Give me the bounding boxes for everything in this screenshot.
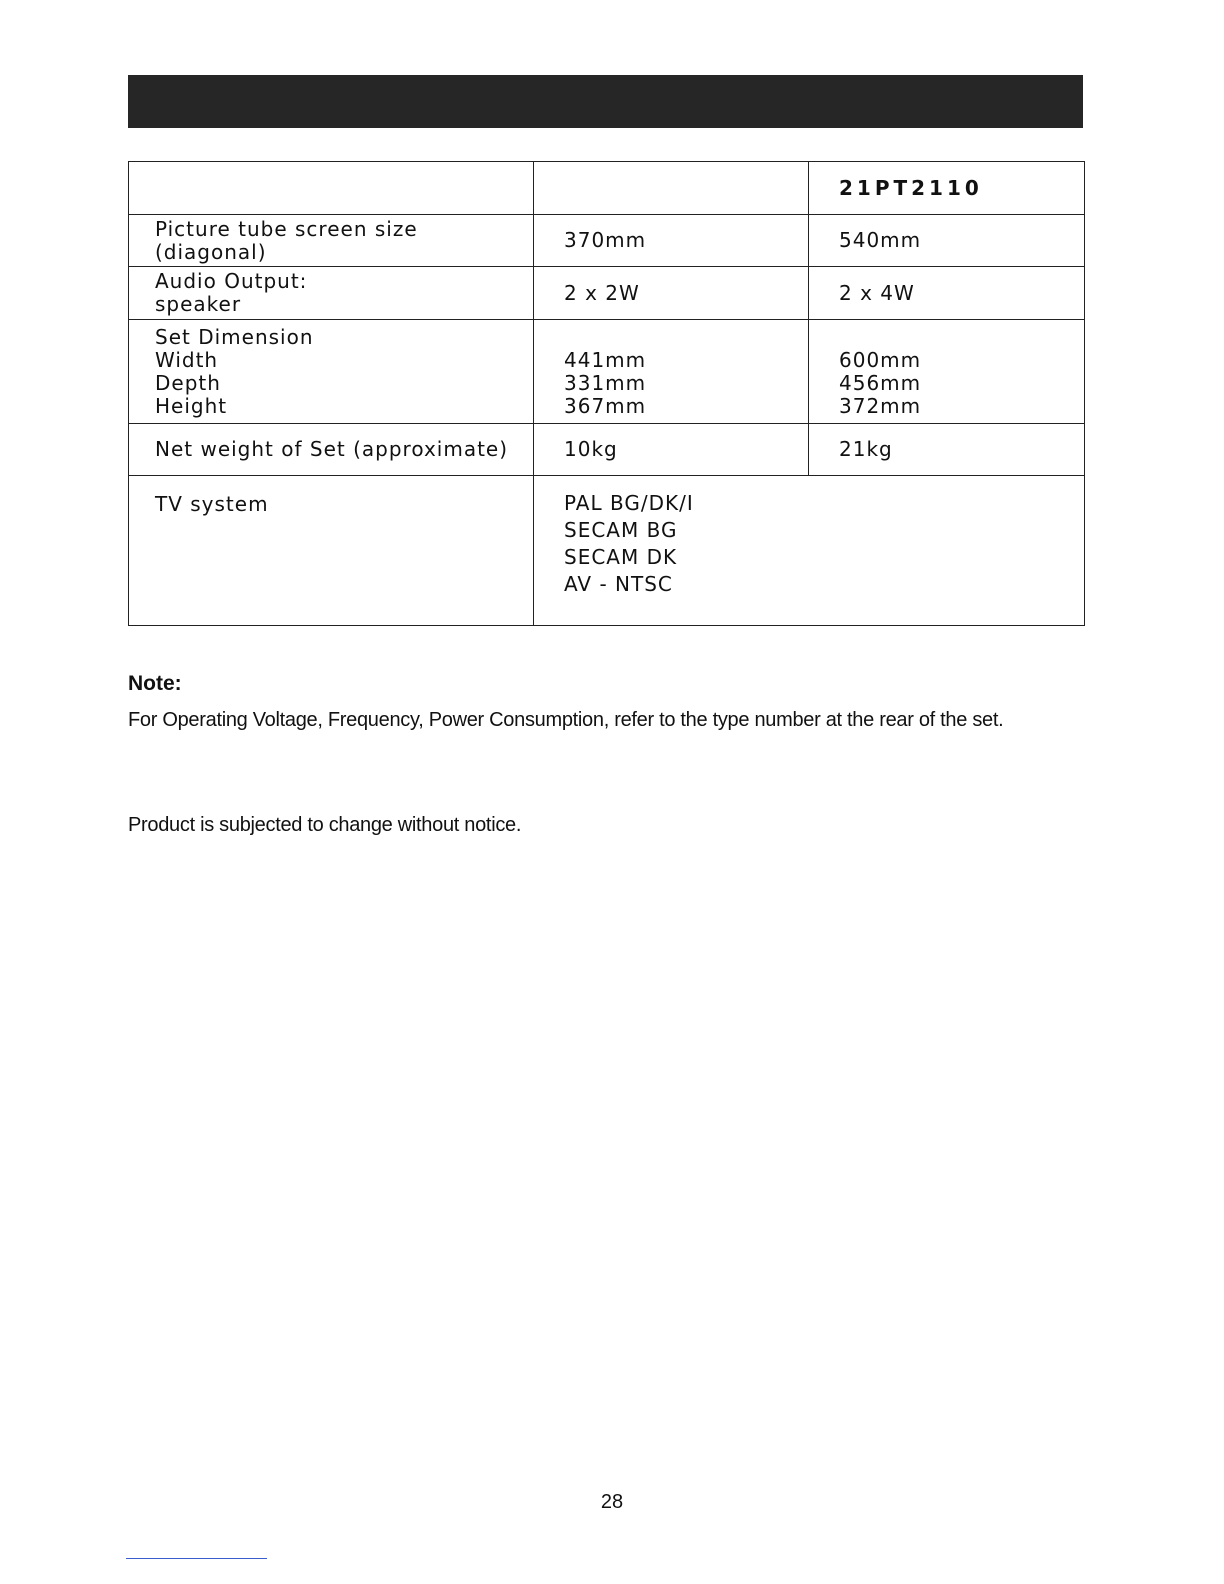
- page-number: 28: [600, 1491, 624, 1513]
- footnote-divider: [126, 1558, 267, 1559]
- height-value-2: 372mm: [839, 393, 922, 418]
- tv-system-label: TV system: [129, 476, 534, 626]
- note-title: Note:: [128, 672, 182, 695]
- dimension-label: Set Dimension: [155, 324, 314, 349]
- height-label: Height: [155, 393, 228, 418]
- table-row: [129, 215, 1085, 267]
- tv-system-pal: PAL BG/DK/I: [564, 491, 694, 515]
- tv-system-av-ntsc: AV - NTSC: [564, 572, 673, 596]
- tv-system-secam-bg: SECAM BG: [564, 518, 678, 542]
- header-label-cell: [129, 162, 534, 215]
- note-text: For Operating Voltage, Frequency, Power Consumption, refer to the type number at the rear of the set.: [128, 709, 1004, 731]
- table-row: [129, 424, 1085, 476]
- section-header-bar: [128, 75, 1083, 128]
- table-row: [129, 267, 1085, 320]
- weight-label: Net weight of Set (approximate): [129, 424, 534, 476]
- header-model-2-cell: 21PT2110: [809, 162, 1085, 215]
- dimension-values-2: [809, 320, 1085, 424]
- header-model-1-cell: [534, 162, 809, 215]
- audio-label-cell: [129, 267, 534, 320]
- weight-value-2: 21kg: [809, 424, 1085, 476]
- width-label: Width: [155, 347, 219, 372]
- picture-tube-label: Picture tube screen size (diagonal): [129, 215, 534, 267]
- table-row: [129, 320, 1085, 424]
- tv-system-secam-dk: SECAM DK: [564, 545, 678, 569]
- audio-value-2: 2 x 4W: [809, 267, 1085, 320]
- tv-system-values: [534, 476, 1085, 626]
- picture-tube-value-1: 370mm: [534, 215, 809, 267]
- table-header-row: [129, 162, 1085, 215]
- dimension-label-cell: [129, 320, 534, 424]
- audio-sublabel: speaker: [155, 292, 242, 316]
- depth-label: Depth: [155, 370, 221, 395]
- depth-value-1: 331mm: [564, 370, 647, 395]
- table-row: [129, 476, 1085, 626]
- picture-tube-value-2: 540mm: [809, 215, 1085, 267]
- disclaimer-text: Product is subjected to change without notice.: [128, 814, 522, 836]
- weight-value-1: 10kg: [534, 424, 809, 476]
- depth-value-2: 456mm: [839, 370, 922, 395]
- audio-label: Audio Output:: [155, 269, 308, 293]
- specifications-table: [128, 161, 1085, 626]
- audio-value-1: 2 x 2W: [534, 267, 809, 320]
- dimension-values-1: [534, 320, 809, 424]
- width-value-1: 441mm: [564, 347, 647, 372]
- height-value-1: 367mm: [564, 393, 647, 418]
- width-value-2: 600mm: [839, 347, 922, 372]
